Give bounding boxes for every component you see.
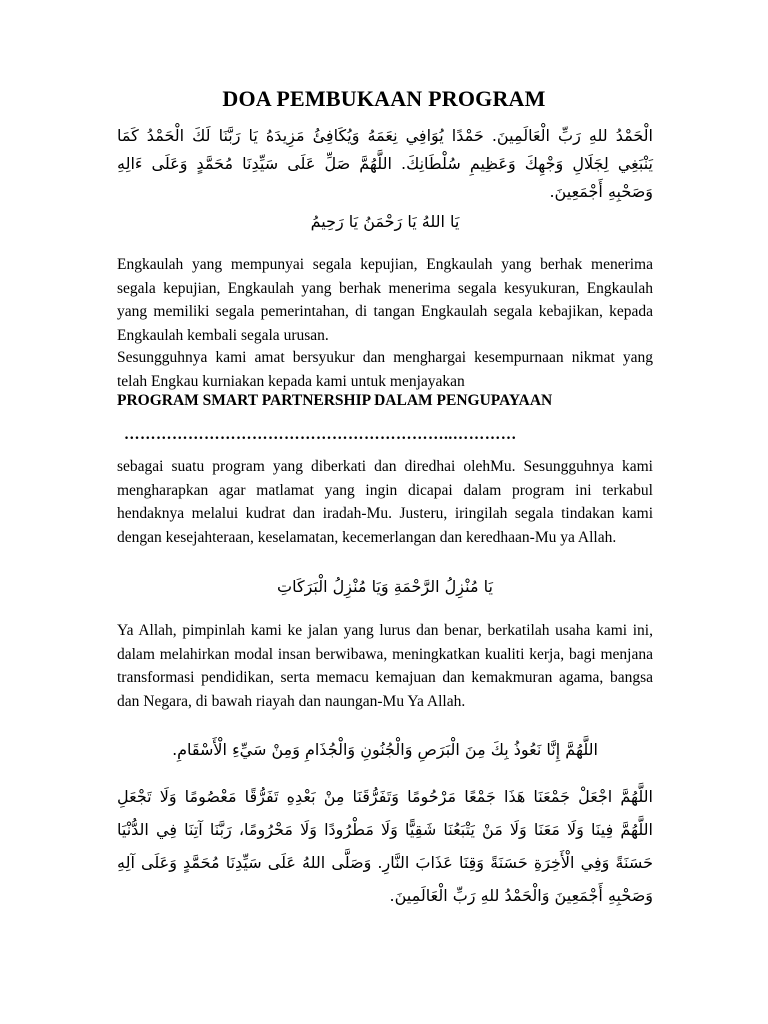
paragraph-gratitude: Sesungguhnya kami amat bersyukur dan menghargai kesempurnaan nikmat yang telah Engkau kurniakan kepada kami untuk menjayakan (117, 349, 653, 390)
arabic-opening-text: الْحَمْدُ للهِ رَبِّ الْعَالَمِينَ. حَمْدًا يُوَافِي نِعَمَهُ وَيُكَافِئُ مَزِيدَهُ يَا رَبَّنَا لَكَ الْحَمْدُ كَمَا يَنْبَغِي لِجَلَالِ وَجْهِكَ وَعَظِيمِ سُلْطَانِكَ. اللَّهُمَّ صَلِّ عَلَى سَيِّدِنَا مُحَمَّدٍ وَعَلَى ءَالِهِ وَصَحْبِهِ أَجْمَعِينَ. (117, 126, 653, 201)
paragraph-praise: Engkaulah yang mempunyai segala kepujian, Engkaulah yang berhak menerima segala kepujian, Engkaulah yang berhak menerima segala kesyukuran, Engkaulah yang memiliki segala pemerintahan, di tangan Engkaulah segala kebajikan, kepada Engkaulah kembali segala urusan. (117, 256, 653, 344)
arabic-invocation-ya-allah: يَا اللهُ يَا رَحْمَنُ يَا رَحِيمُ (310, 212, 460, 231)
paragraph-blessing: sebagai suatu program yang diberkati dan diredhai olehMu. Sesungguhnya kami mengharapkan agar matlamat yang ingin dicapai dalam program ini terkabul hendaknya melalui kudrat dan iradah-Mu. Justeru, iringilah segala tindakan kami dengan kesejahteraan, keselamatan, kecemerlangan dan keredhaan-Mu ya Allah. (117, 458, 653, 546)
program-name: PROGRAM SMART PARTNERSHIP DALAM PENGUPAYAAN (117, 392, 553, 409)
arabic-closing-prayer: اللَّهُمَّ اجْعَلْ جَمْعَنَا هَذَا جَمْعًا مَرْحُومًا وَتَفَرُّقَنَا مِنْ بَعْدِهِ تَفَرُّقًا مَعْصُومًا وَلَا تَجْعَلِ اللَّهُمَّ فِينَا وَلَا مَعَنَا وَلَا مَنْ يَتْبَعُنَا شَقِيًّا وَلَا مَطْرُودًا وَلَا مَحْرُومًا، رَبَّنَا آتِنَا فِي الدُّنْيَا حَسَنَةً وَفِي الْأَخِرَةِ حَسَنَةً وَقِنَا عَذَابَ النَّارِ. وَصَلَّى اللهُ عَلَى سَيِّدِنَا مُحَمَّدٍ وَعَلَى آلِهِ وَصَحْبِهِ أَجْمَعِينَ وَالْحَمْدُ للهِ رَبِّ الْعَالَمِينَ. (117, 787, 653, 905)
paragraph-guidance: Ya Allah, pimpinlah kami ke jalan yang lurus dan benar, berkatilah usaha kami ini, dalam melahirkan modal insan berwibawa, meningkatkan kualiti kerja, bagi menjana transformasi pendidikan, serta memacu kemajuan dan kemakmuran agama, bangsa dan Negara, di bawah riayah dan naungan-Mu Ya Allah. (117, 622, 653, 710)
blank-fill-dots: ……………………………………………………..………… (124, 426, 517, 443)
arabic-invocation-munzil: يَا مُنْزِلُ الرَّحْمَةِ وَيَا مُنْزِلُ الْبَرَكَاتِ (277, 577, 493, 596)
arabic-protection-prayer: اللَّهُمَّ إِنَّا نَعُوذُ بِكَ مِنَ الْبَرَصِ وَالْجُنُونِ وَالْجُذَامِ وَمِنْ سَيِّءِ الْأَسْقَامِ. (172, 740, 598, 759)
document-title: DOA PEMBUKAAN PROGRAM (222, 86, 546, 111)
